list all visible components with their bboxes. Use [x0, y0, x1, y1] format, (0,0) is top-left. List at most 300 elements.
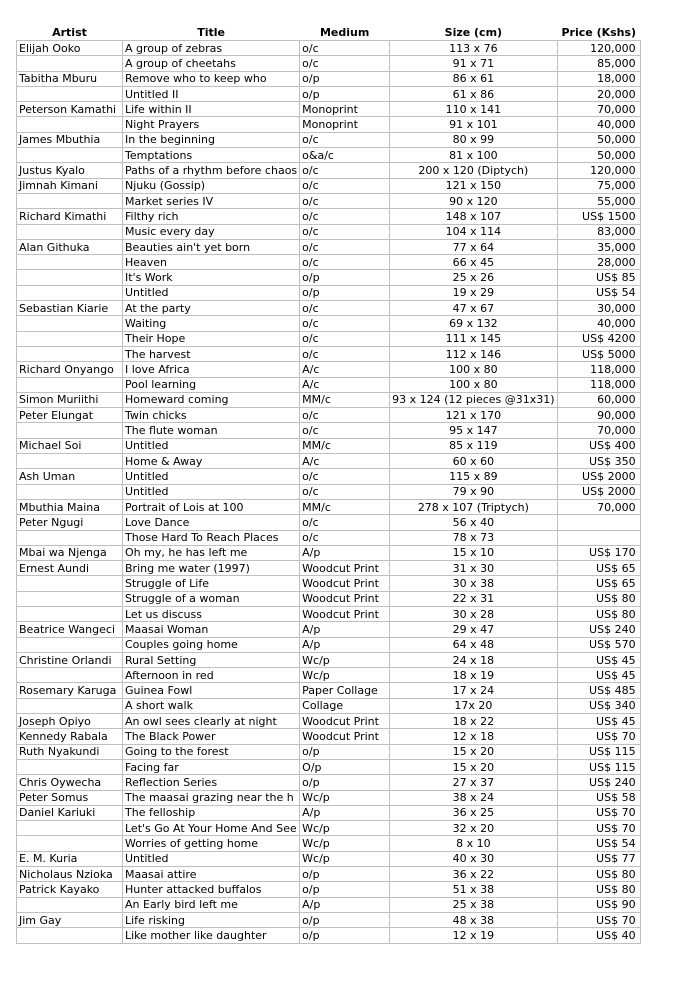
artist-cell: Beatrice Wangeci	[17, 622, 123, 637]
medium-cell: o/c	[300, 469, 390, 484]
price-cell: 83,000	[557, 224, 640, 239]
title-cell: Facing far	[123, 759, 300, 774]
artist-cell: Michael Soi	[17, 438, 123, 453]
medium-cell: O/p	[300, 759, 390, 774]
size-cell: 90 x 120	[390, 193, 557, 208]
medium-cell: o/c	[300, 316, 390, 331]
medium-cell: o/p	[300, 744, 390, 759]
size-cell: 15 x 20	[390, 759, 557, 774]
medium-cell: o/c	[300, 193, 390, 208]
medium-cell: o/p	[300, 270, 390, 285]
size-cell: 12 x 18	[390, 729, 557, 744]
table-row	[17, 331, 641, 346]
size-cell: 15 x 10	[390, 545, 557, 560]
title-cell: Njuku (Gossip)	[123, 178, 300, 193]
price-cell: US$ 80	[557, 882, 640, 897]
table-row	[17, 545, 641, 560]
table-row	[17, 454, 641, 469]
title-cell: Portrait of Lois at 100	[123, 499, 300, 514]
table-row	[17, 928, 641, 943]
size-cell: 100 x 80	[390, 377, 557, 392]
price-cell: US$ 2000	[557, 469, 640, 484]
artist-cell: Peterson Kamathi	[17, 102, 123, 117]
medium-cell: A/c	[300, 362, 390, 377]
size-cell: 30 x 28	[390, 606, 557, 621]
artist-cell	[17, 668, 123, 683]
artist-cell: James Mbuthia	[17, 132, 123, 147]
artist-cell: Chris Oywecha	[17, 775, 123, 790]
price-cell: US$ 80	[557, 606, 640, 621]
artist-cell	[17, 193, 123, 208]
medium-cell: Monoprint	[300, 117, 390, 132]
medium-cell: o/c	[300, 331, 390, 346]
size-cell: 47 x 67	[390, 301, 557, 316]
title-cell: Hunter attacked buffalos	[123, 882, 300, 897]
size-cell: 56 x 40	[390, 515, 557, 530]
price-cell: 50,000	[557, 148, 640, 163]
artist-cell	[17, 606, 123, 621]
title-cell: A short walk	[123, 698, 300, 713]
table-row	[17, 836, 641, 851]
medium-cell: A/c	[300, 377, 390, 392]
price-cell: US$ 70	[557, 805, 640, 820]
size-cell: 12 x 19	[390, 928, 557, 943]
size-cell: 22 x 31	[390, 591, 557, 606]
price-cell: US$ 350	[557, 454, 640, 469]
artist-cell	[17, 117, 123, 132]
table-row	[17, 561, 641, 576]
size-cell: 69 x 132	[390, 316, 557, 331]
title-cell: Filthy rich	[123, 209, 300, 224]
artist-cell: Peter Elungat	[17, 408, 123, 423]
price-cell: US$ 80	[557, 867, 640, 882]
table-row	[17, 255, 641, 270]
table-row	[17, 668, 641, 683]
table-row	[17, 484, 641, 499]
medium-cell: A/p	[300, 805, 390, 820]
table-row	[17, 499, 641, 514]
price-cell: 55,000	[557, 193, 640, 208]
price-cell: 20,000	[557, 86, 640, 101]
size-cell: 95 x 147	[390, 423, 557, 438]
table-row	[17, 821, 641, 836]
medium-cell: o/p	[300, 71, 390, 86]
size-cell: 15 x 20	[390, 744, 557, 759]
title-cell: A group of zebras	[123, 41, 300, 56]
artist-cell: Patrick Kayako	[17, 882, 123, 897]
size-cell: 113 x 76	[390, 41, 557, 56]
title-cell: The harvest	[123, 346, 300, 361]
size-cell: 60 x 60	[390, 454, 557, 469]
medium-cell: Woodcut Print	[300, 576, 390, 591]
price-cell: 40,000	[557, 316, 640, 331]
table-row	[17, 362, 641, 377]
medium-cell: o/p	[300, 867, 390, 882]
table-row	[17, 759, 641, 774]
medium-cell: Wc/p	[300, 790, 390, 805]
price-cell: US$ 45	[557, 652, 640, 667]
size-cell: 24 x 18	[390, 652, 557, 667]
medium-cell: o/c	[300, 255, 390, 270]
table-row	[17, 591, 641, 606]
artist-cell	[17, 897, 123, 912]
artwork-price-table	[16, 24, 641, 944]
artist-cell	[17, 56, 123, 71]
medium-cell: o/c	[300, 423, 390, 438]
artist-cell	[17, 86, 123, 101]
size-cell: 79 x 90	[390, 484, 557, 499]
artist-cell	[17, 591, 123, 606]
table-row	[17, 423, 641, 438]
artist-cell	[17, 346, 123, 361]
size-cell: 200 x 120 (Diptych)	[390, 163, 557, 178]
price-cell	[557, 530, 640, 545]
artist-cell: Jim Gay	[17, 912, 123, 927]
medium-cell: o/p	[300, 775, 390, 790]
price-cell: 120,000	[557, 41, 640, 56]
size-cell: 18 x 19	[390, 668, 557, 683]
price-cell: US$ 45	[557, 668, 640, 683]
price-cell: 120,000	[557, 163, 640, 178]
size-cell: 32 x 20	[390, 821, 557, 836]
size-cell: 48 x 38	[390, 912, 557, 927]
header-title: Title	[197, 25, 225, 39]
title-cell: Untitled	[123, 469, 300, 484]
medium-cell: Woodcut Print	[300, 714, 390, 729]
title-cell: Their Hope	[123, 331, 300, 346]
price-cell: US$ 80	[557, 591, 640, 606]
price-cell: US$ 65	[557, 561, 640, 576]
table-row	[17, 606, 641, 621]
medium-cell: Collage	[300, 698, 390, 713]
size-cell: 100 x 80	[390, 362, 557, 377]
medium-cell: o/c	[300, 408, 390, 423]
size-cell: 27 x 37	[390, 775, 557, 790]
artist-cell: Rosemary Karuga	[17, 683, 123, 698]
title-cell: Those Hard To Reach Places	[123, 530, 300, 545]
table-row	[17, 790, 641, 805]
table-row	[17, 530, 641, 545]
price-cell: US$ 115	[557, 759, 640, 774]
price-cell: US$ 5000	[557, 346, 640, 361]
medium-cell: o/c	[300, 530, 390, 545]
table-row	[17, 897, 641, 912]
price-cell: 70,000	[557, 102, 640, 117]
size-cell: 36 x 22	[390, 867, 557, 882]
medium-cell: Woodcut Print	[300, 561, 390, 576]
size-cell: 278 x 107 (Triptych)	[390, 499, 557, 514]
title-cell: Let's Go At Your Home And See	[123, 821, 300, 836]
table-row	[17, 239, 641, 254]
size-cell: 36 x 25	[390, 805, 557, 820]
medium-cell: o/c	[300, 301, 390, 316]
artist-cell: Peter Ngugi	[17, 515, 123, 530]
price-cell: US$ 90	[557, 897, 640, 912]
artist-cell: Jimnah Kimani	[17, 178, 123, 193]
medium-cell: o/c	[300, 178, 390, 193]
artist-cell	[17, 285, 123, 300]
table-row	[17, 316, 641, 331]
artist-cell	[17, 821, 123, 836]
title-cell: Love Dance	[123, 515, 300, 530]
table-row	[17, 683, 641, 698]
size-cell: 17 x 24	[390, 683, 557, 698]
table-row	[17, 698, 641, 713]
size-cell: 25 x 26	[390, 270, 557, 285]
size-cell: 66 x 45	[390, 255, 557, 270]
size-cell: 104 x 114	[390, 224, 557, 239]
artist-cell: Joseph Opiyo	[17, 714, 123, 729]
artist-cell: Christine Orlandi	[17, 652, 123, 667]
size-cell: 86 x 61	[390, 71, 557, 86]
title-cell: Untitled	[123, 438, 300, 453]
table-body	[17, 41, 641, 944]
artist-cell: Tabitha Mburu	[17, 71, 123, 86]
header-medium: Medium	[319, 25, 370, 39]
artist-cell: E. M. Kuria	[17, 851, 123, 866]
table-row	[17, 851, 641, 866]
artist-cell: Sebastian Kiarie	[17, 301, 123, 316]
table-row	[17, 270, 641, 285]
size-cell: 61 x 86	[390, 86, 557, 101]
artist-cell	[17, 270, 123, 285]
table-row	[17, 86, 641, 101]
table-row	[17, 438, 641, 453]
medium-cell: o/c	[300, 163, 390, 178]
artist-cell	[17, 698, 123, 713]
price-cell: US$ 2000	[557, 484, 640, 499]
artist-cell	[17, 759, 123, 774]
medium-cell: MM/c	[300, 499, 390, 514]
medium-cell: Paper Collage	[300, 683, 390, 698]
medium-cell: o/p	[300, 928, 390, 943]
title-cell: In the beginning	[123, 132, 300, 147]
table-row	[17, 744, 641, 759]
artist-cell: Elijah Ooko	[17, 41, 123, 56]
price-cell: 70,000	[557, 423, 640, 438]
title-cell: A group of cheetahs	[123, 56, 300, 71]
size-cell: 19 x 29	[390, 285, 557, 300]
price-cell: US$ 70	[557, 729, 640, 744]
price-cell: US$ 58	[557, 790, 640, 805]
medium-cell: o/c	[300, 484, 390, 499]
title-cell: Like mother like daughter	[123, 928, 300, 943]
size-cell: 81 x 100	[390, 148, 557, 163]
price-cell: US$ 40	[557, 928, 640, 943]
medium-cell: o&a/c	[300, 148, 390, 163]
size-cell: 148 x 107	[390, 209, 557, 224]
header-price: Price (Kshs)	[561, 25, 637, 39]
title-cell: Afternoon in red	[123, 668, 300, 683]
price-cell: US$ 85	[557, 270, 640, 285]
size-cell: 110 x 141	[390, 102, 557, 117]
price-cell: US$ 70	[557, 821, 640, 836]
title-cell: Paths of a rhythm before chaos	[123, 163, 300, 178]
table-row	[17, 637, 641, 652]
artist-cell	[17, 331, 123, 346]
size-cell: 18 x 22	[390, 714, 557, 729]
medium-cell: o/p	[300, 882, 390, 897]
table-row	[17, 56, 641, 71]
artist-cell: Mbuthia Maina	[17, 499, 123, 514]
price-cell: US$ 240	[557, 622, 640, 637]
title-cell: Untitled	[123, 285, 300, 300]
title-cell: The felloship	[123, 805, 300, 820]
title-cell: Untitled	[123, 851, 300, 866]
size-cell: 40 x 30	[390, 851, 557, 866]
title-cell: Oh my, he has left me	[123, 545, 300, 560]
title-cell: Worries of getting home	[123, 836, 300, 851]
medium-cell: Wc/p	[300, 668, 390, 683]
medium-cell: Wc/p	[300, 836, 390, 851]
title-cell: Heaven	[123, 255, 300, 270]
medium-cell: o/c	[300, 132, 390, 147]
table-row	[17, 102, 641, 117]
artist-cell: Nicholaus Nzioka	[17, 867, 123, 882]
price-cell: US$ 54	[557, 285, 640, 300]
artist-cell: Alan Githuka	[17, 239, 123, 254]
price-cell: 28,000	[557, 255, 640, 270]
size-cell: 112 x 146	[390, 346, 557, 361]
size-cell: 93 x 124 (12 pieces @31x31)	[390, 392, 557, 407]
size-cell: 38 x 24	[390, 790, 557, 805]
price-cell: US$ 54	[557, 836, 640, 851]
price-cell: US$ 170	[557, 545, 640, 560]
medium-cell: o/c	[300, 56, 390, 71]
title-cell: Let us discuss	[123, 606, 300, 621]
medium-cell: Monoprint	[300, 102, 390, 117]
table-row	[17, 285, 641, 300]
medium-cell: o/c	[300, 346, 390, 361]
artist-cell: Kennedy Rabala	[17, 729, 123, 744]
artist-cell: Simon Muriithi	[17, 392, 123, 407]
price-cell: 85,000	[557, 56, 640, 71]
title-cell: Struggle of a woman	[123, 591, 300, 606]
title-cell: The maasai grazing near the h	[123, 790, 300, 805]
price-cell: 118,000	[557, 362, 640, 377]
header-artist: Artist	[52, 25, 87, 39]
artist-cell: Daniel Kariuki	[17, 805, 123, 820]
artist-cell: Mbai wa Njenga	[17, 545, 123, 560]
artist-cell	[17, 836, 123, 851]
title-cell: I love Africa	[123, 362, 300, 377]
price-cell: US$ 4200	[557, 331, 640, 346]
size-cell: 91 x 101	[390, 117, 557, 132]
artist-cell	[17, 316, 123, 331]
size-cell: 78 x 73	[390, 530, 557, 545]
size-cell: 91 x 71	[390, 56, 557, 71]
artist-cell	[17, 148, 123, 163]
table-row	[17, 392, 641, 407]
price-cell: 70,000	[557, 499, 640, 514]
artist-cell	[17, 454, 123, 469]
medium-cell: o/p	[300, 912, 390, 927]
medium-cell: Wc/p	[300, 652, 390, 667]
medium-cell: Wc/p	[300, 851, 390, 866]
size-cell: 31 x 30	[390, 561, 557, 576]
title-cell: Rural Setting	[123, 652, 300, 667]
table-row	[17, 377, 641, 392]
medium-cell: o/c	[300, 41, 390, 56]
title-cell: Couples going home	[123, 637, 300, 652]
medium-cell: Wc/p	[300, 821, 390, 836]
title-cell: Beauties ain't yet born	[123, 239, 300, 254]
artist-cell	[17, 637, 123, 652]
artist-cell: Ruth Nyakundi	[17, 744, 123, 759]
table-row	[17, 148, 641, 163]
title-cell: Reflection Series	[123, 775, 300, 790]
artist-cell: Ash Uman	[17, 469, 123, 484]
medium-cell: MM/c	[300, 438, 390, 453]
title-cell: Guinea Fowl	[123, 683, 300, 698]
price-cell: 118,000	[557, 377, 640, 392]
medium-cell: A/c	[300, 454, 390, 469]
title-cell: Remove who to keep who	[123, 71, 300, 86]
table-row	[17, 193, 641, 208]
medium-cell: o/c	[300, 515, 390, 530]
table-row	[17, 469, 641, 484]
price-cell: 35,000	[557, 239, 640, 254]
medium-cell: o/p	[300, 86, 390, 101]
size-cell: 77 x 64	[390, 239, 557, 254]
artist-cell	[17, 484, 123, 499]
size-cell: 111 x 145	[390, 331, 557, 346]
size-cell: 29 x 47	[390, 622, 557, 637]
price-cell: US$ 77	[557, 851, 640, 866]
medium-cell: A/p	[300, 637, 390, 652]
table-row	[17, 576, 641, 591]
table-row	[17, 408, 641, 423]
title-cell: The Black Power	[123, 729, 300, 744]
table-row	[17, 41, 641, 56]
size-cell: 80 x 99	[390, 132, 557, 147]
title-cell: Maasai attire	[123, 867, 300, 882]
table-row	[17, 652, 641, 667]
price-cell: US$ 400	[557, 438, 640, 453]
size-cell: 17x 20	[390, 698, 557, 713]
table-row	[17, 622, 641, 637]
title-cell: Twin chicks	[123, 408, 300, 423]
medium-cell: o/c	[300, 209, 390, 224]
title-cell: Market series IV	[123, 193, 300, 208]
title-cell: Bring me water (1997)	[123, 561, 300, 576]
size-cell: 121 x 170	[390, 408, 557, 423]
price-cell: US$ 70	[557, 912, 640, 927]
size-cell: 8 x 10	[390, 836, 557, 851]
medium-cell: A/p	[300, 622, 390, 637]
artist-cell	[17, 530, 123, 545]
medium-cell: A/p	[300, 897, 390, 912]
artist-cell	[17, 255, 123, 270]
table-row	[17, 729, 641, 744]
price-cell: US$ 485	[557, 683, 640, 698]
size-cell: 30 x 38	[390, 576, 557, 591]
artist-cell	[17, 224, 123, 239]
artist-cell: Ernest Aundi	[17, 561, 123, 576]
table-row	[17, 805, 641, 820]
price-cell: US$ 570	[557, 637, 640, 652]
table-row	[17, 117, 641, 132]
price-cell: 60,000	[557, 392, 640, 407]
header-size: Size (cm)	[444, 25, 503, 39]
table-row	[17, 209, 641, 224]
title-cell: Going to the forest	[123, 744, 300, 759]
title-cell: Untitled	[123, 484, 300, 499]
medium-cell: o/c	[300, 239, 390, 254]
size-cell: 121 x 150	[390, 178, 557, 193]
price-cell: 40,000	[557, 117, 640, 132]
title-cell: Waiting	[123, 316, 300, 331]
